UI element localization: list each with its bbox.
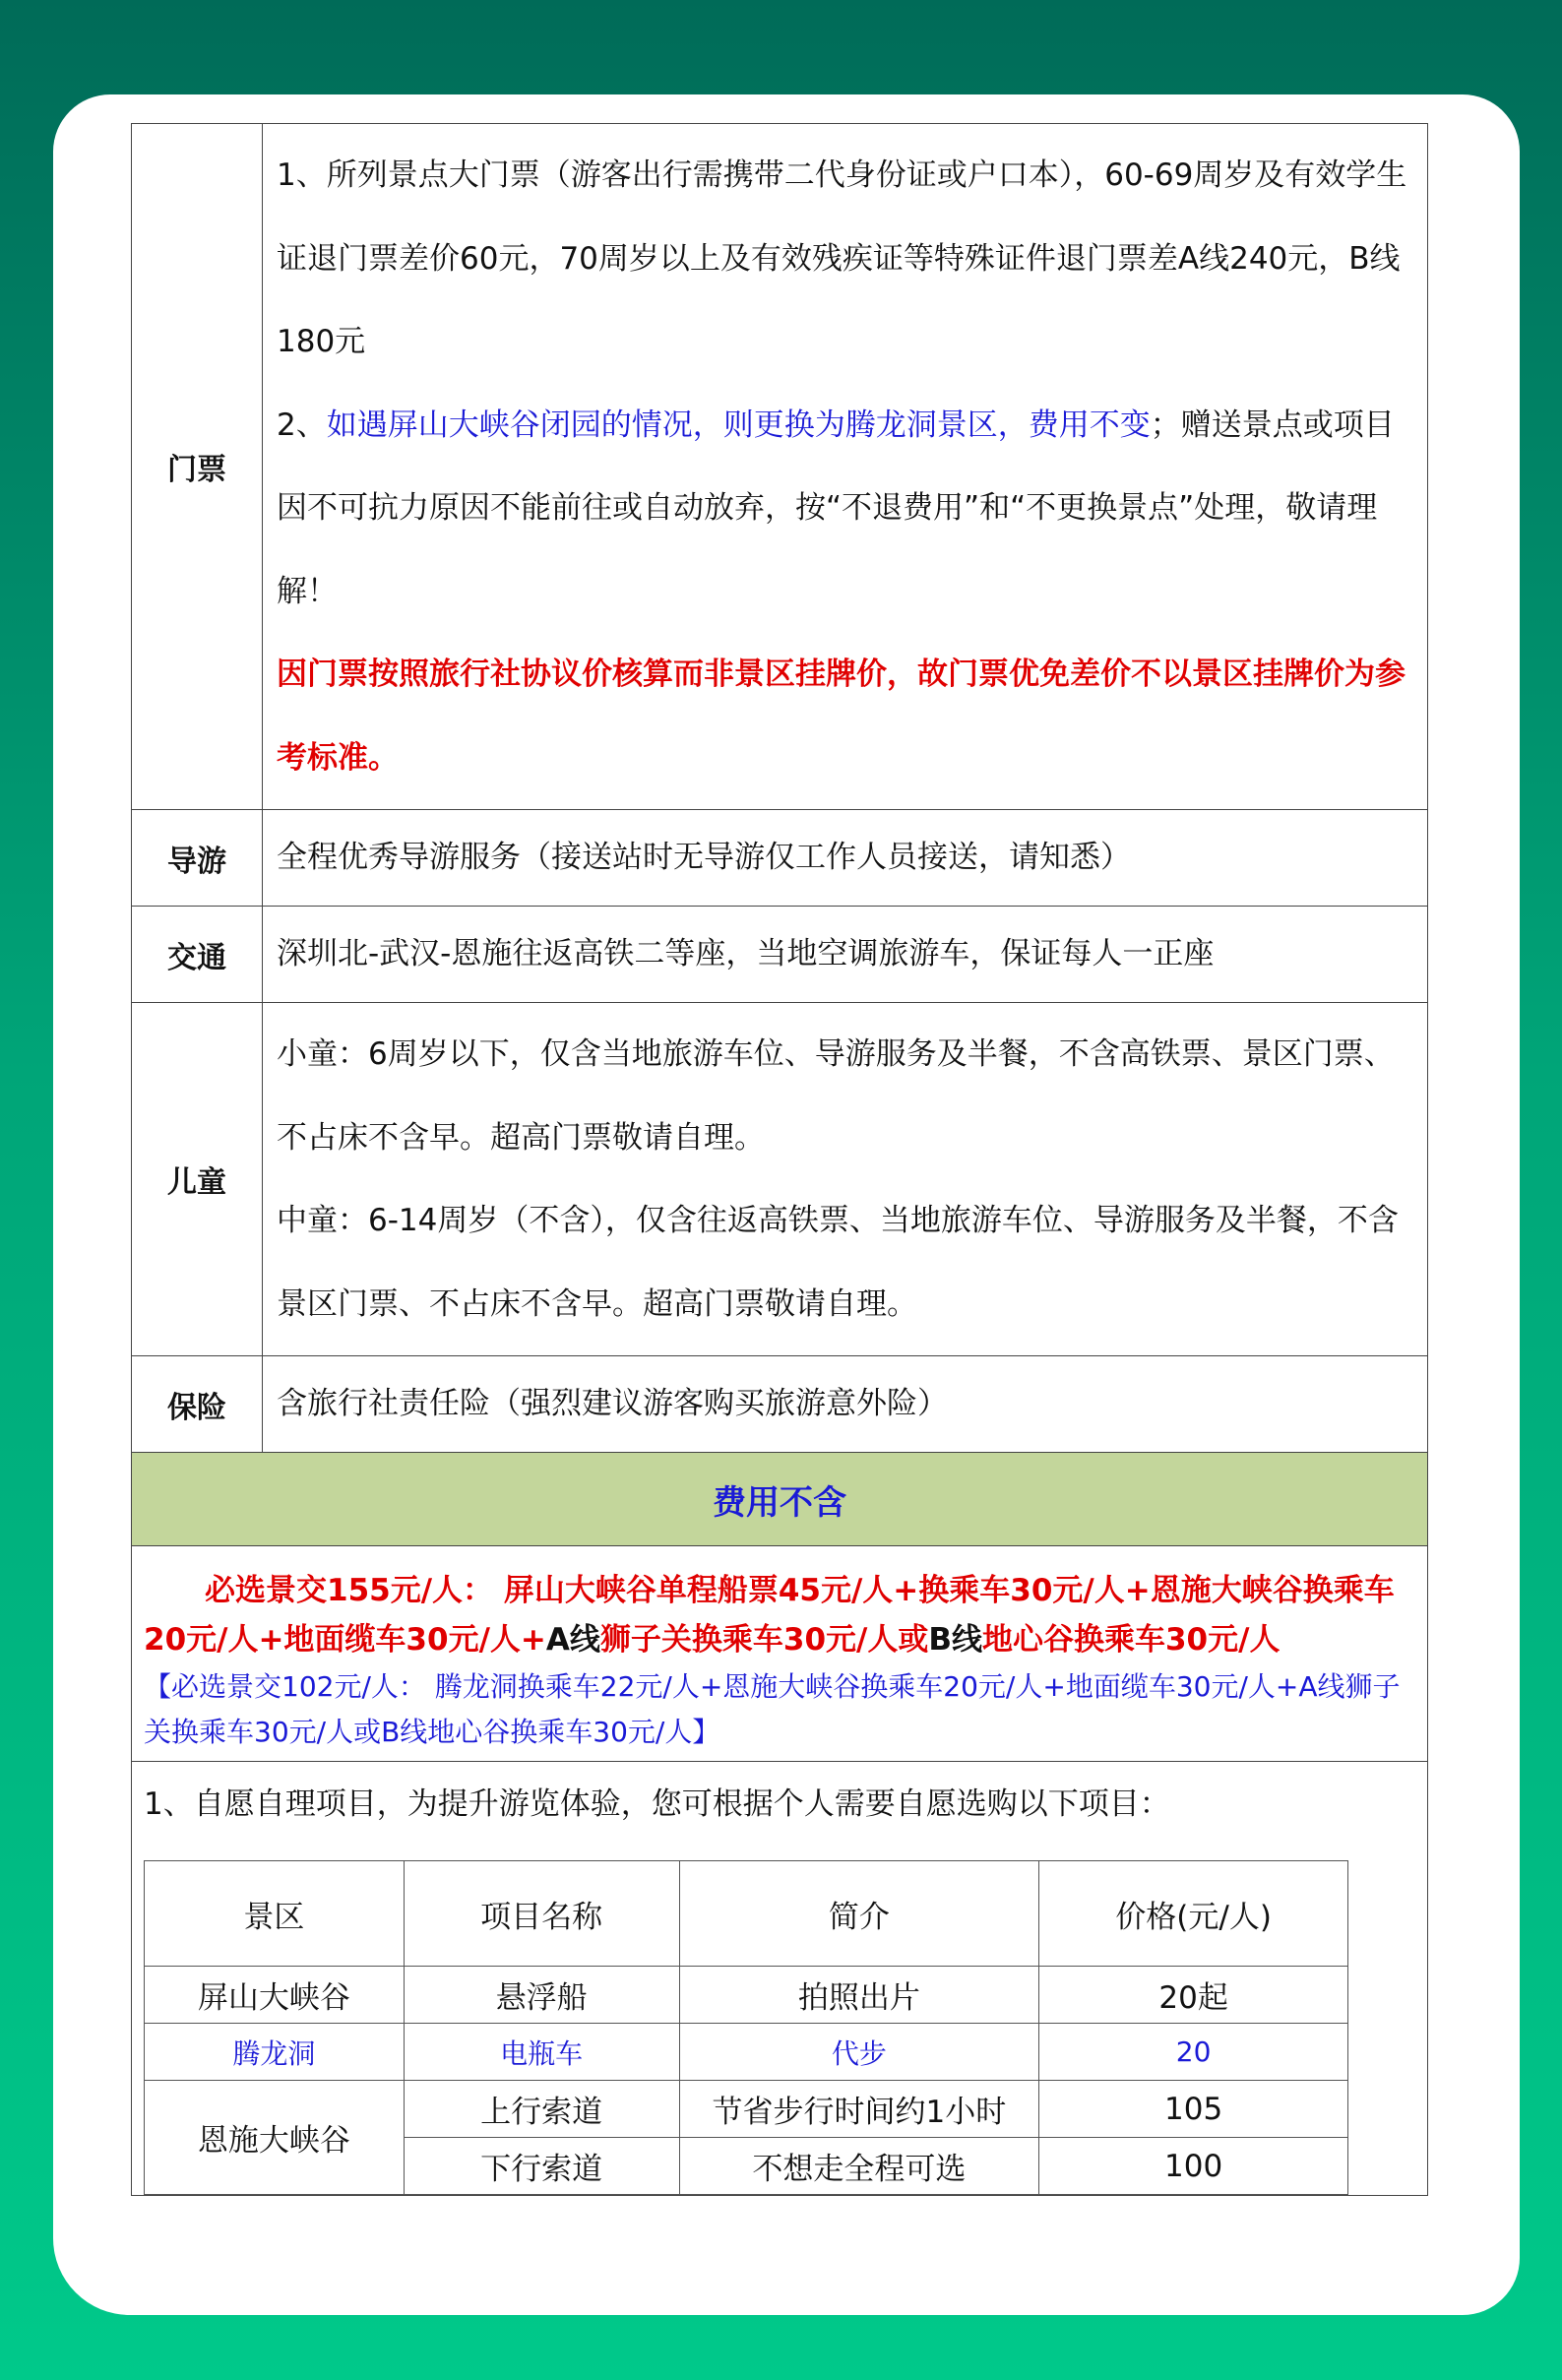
- required-fees-line-b: B线: [928, 1622, 982, 1658]
- insurance-label: 保险: [132, 1356, 263, 1452]
- table-header-cell: 简介: [679, 1861, 1039, 1967]
- required-fees-c: 狮子关换乘车30元/人或: [599, 1622, 929, 1658]
- children-row: [132, 1003, 1427, 1356]
- table-header-cell: 价格(元/人): [1039, 1861, 1348, 1967]
- children-content: [263, 1003, 1427, 1355]
- required-fees-line-a: A线: [545, 1622, 600, 1658]
- table-cell-item: 悬浮船: [404, 1967, 679, 2024]
- children-p2: 中童：6-14周岁（不含），仅含往返高铁票、当地旅游车位、导游服务及半餐，不含景区门票、不占床不含早。超高门票敬请自理。: [277, 1203, 1399, 1322]
- tickets-row: [132, 124, 1427, 810]
- tickets-p3-warning: 因门票按照旅行社协议价核算而非景区挂牌价，故门票优免差价不以景区挂牌价为参考标准。: [277, 657, 1406, 776]
- transport-text: 深圳北-武汉-恩施往返高铁二等座，当地空调旅游车，保证每人一正座: [277, 936, 1215, 971]
- alternative-fees-text: 【必选景交102元/人： 腾龙洞换乘车22元/人+恩施大峡谷换乘车20元/人+地面缆车30元/人+A线狮子关换乘车30元/人或B线地心谷换乘车30元/人】: [144, 1670, 1401, 1748]
- tickets-content: [263, 124, 1427, 809]
- table-row: [145, 1967, 1348, 2024]
- table-cell-item: 下行索道: [404, 2138, 679, 2195]
- table-header-cell: 项目名称: [404, 1861, 679, 1967]
- required-fees: [132, 1546, 1427, 1762]
- children-p1: 小童：6周岁以下，仅含当地旅游车位、导游服务及半餐，不含高铁票、景区门票、不占床不含早。超高门票敬请自理。: [277, 1036, 1395, 1156]
- tickets-p2-rest: ；赠送景点或项目因不可抗力原因不能前往或自动放弃，按“不退费用”和“不更换景点”处理，敬请理解！: [277, 407, 1395, 609]
- transport-content: [263, 907, 1427, 1002]
- guide-content: [263, 810, 1427, 906]
- tickets-p1: 1、所列景点大门票（游客出行需携带二代身份证或户口本），60-69周岁及有效学生证退门票差价60元，70周岁以上及有效残疾证等特殊证件退门票差A线240元，B线180元: [277, 157, 1407, 359]
- guide-label: 导游: [132, 810, 263, 906]
- table-cell-item: 电瓶车: [404, 2024, 679, 2081]
- insurance-content: [263, 1356, 1427, 1452]
- tickets-label: 门票: [132, 124, 263, 809]
- table-cell-desc: 拍照出片: [679, 1967, 1039, 2024]
- table-cell-desc: 代步: [679, 2024, 1039, 2081]
- table-row: [145, 2024, 1348, 2081]
- required-fees-e: 地心谷换乘车30元/人: [981, 1622, 1281, 1658]
- tickets-p2-blue: 如遇屏山大峡谷闭园的情况，则更换为腾龙洞景区，费用不变: [326, 407, 1151, 443]
- table-cell-item: 上行索道: [404, 2081, 679, 2138]
- required-fees-a: 必选景交155元/人： 屏山大峡谷单程船票45元/人+换乘车30元/人+恩施大峡谷换乘车20元/人+地面缆车30元/人+: [144, 1573, 1395, 1658]
- table-row: [145, 2081, 1348, 2138]
- optional-items-table: [144, 1860, 1348, 2195]
- table-cell-desc: 不想走全程可选: [679, 2138, 1039, 2195]
- table-cell-price: 105: [1039, 2081, 1348, 2138]
- table-cell-area: 屏山大峡谷: [145, 1967, 405, 2024]
- table-cell-desc: 节省步行时间约1小时: [679, 2081, 1039, 2138]
- table-cell-area: 恩施大峡谷: [145, 2081, 405, 2195]
- transport-label: 交通: [132, 907, 263, 1002]
- fee-document: [131, 123, 1428, 2196]
- excluded-header: 费用不含: [132, 1453, 1427, 1546]
- tickets-p2: [277, 384, 1413, 634]
- table-cell-price: 20起: [1039, 1967, 1348, 2024]
- tickets-p2-num: 2、: [277, 407, 327, 443]
- table-header-row: [145, 1861, 1348, 1967]
- table-cell-price: 100: [1039, 2138, 1348, 2195]
- guide-text: 全程优秀导游服务（接送站时无导游仅工作人员接送，请知悉）: [277, 840, 1131, 875]
- insurance-text: 含旅行社责任险（强烈建议游客购买旅游意外险）: [277, 1386, 948, 1421]
- optional-items: [132, 1762, 1427, 2195]
- table-header-cell: 景区: [145, 1861, 405, 1967]
- guide-row: [132, 810, 1427, 907]
- table-cell-price: 20: [1039, 2024, 1348, 2081]
- required-fees-text: [144, 1566, 1413, 1664]
- transport-row: [132, 907, 1427, 1003]
- optional-items-title: 1、自愿自理项目，为提升游览体验，您可根据个人需要自愿选购以下项目：: [144, 1786, 1170, 1822]
- children-label: 儿童: [132, 1003, 263, 1355]
- insurance-row: [132, 1356, 1427, 1453]
- table-cell-area: 腾龙洞: [145, 2024, 405, 2081]
